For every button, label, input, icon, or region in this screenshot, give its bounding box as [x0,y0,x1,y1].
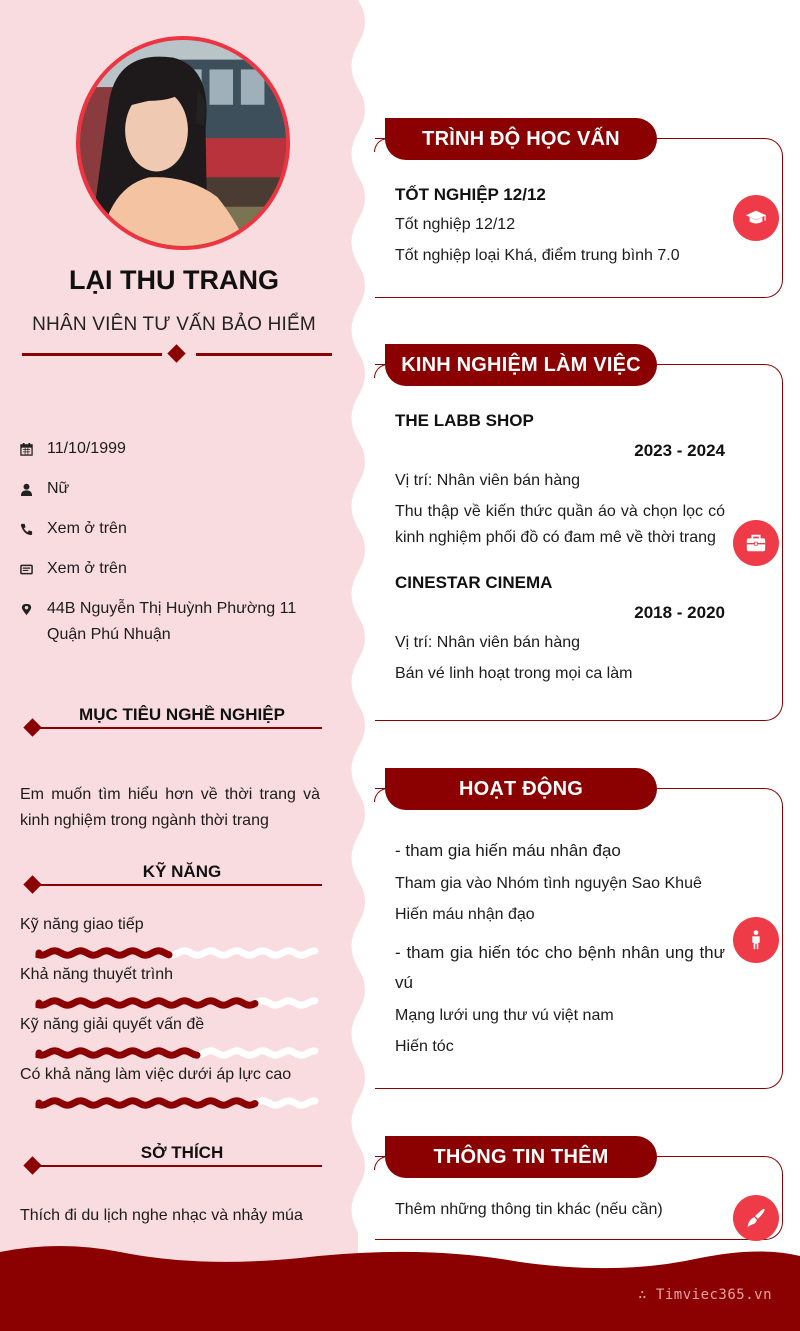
activity-heading: - tham gia hiến tóc cho bệnh nhân ung thư vú [395,943,725,992]
graduation-cap-icon [733,195,779,241]
skill-bar-fill [39,951,169,955]
activities-body [395,831,725,1060]
job-dates: 2018 - 2020 [634,603,725,622]
gender-text: Nữ [47,480,70,497]
skill-item [20,1064,320,1114]
address-text: 44B Nguyễn Thị Huỳnh Phường 11 Quận Phú Nhuận [47,600,297,643]
person-icon [733,917,779,963]
contact-email [20,556,320,582]
skill-bar-fill [39,1051,197,1055]
hobbies-title: SỞ THÍCH [140,1143,224,1162]
skills-list [20,914,320,1114]
job-description: Thu thập về kiến thức quần áo và chọn lọc có kinh nghiệm phối đồ có đam mê về thời trang [395,503,725,546]
job-position: Vị trí: Nhân viên bán hàng [395,472,581,489]
skill-level-bar [35,996,320,1010]
education-body [395,183,725,269]
education-section [375,127,783,298]
user-icon [20,476,47,502]
calendar-icon [20,436,47,462]
activity-detail: Hiến tóc [395,1038,454,1055]
contact-list [20,436,320,662]
activity-entry [395,836,725,928]
phone-icon [20,516,47,542]
additional-section [375,1145,783,1240]
contact-phone [20,516,320,542]
location-icon [20,596,47,622]
title-divider [22,346,332,362]
job-entry [395,409,725,551]
additional-body [395,1197,725,1223]
education-line: Tốt nghiệp 12/12 [395,216,516,233]
job-entry [395,571,725,687]
company-name: THE LABB SHOP [395,411,534,430]
education-line: Tốt nghiệp loại Khá, điểm trung bình 7.0 [395,247,680,264]
skill-name: Kỹ năng giải quyết vấn đề [20,1016,205,1033]
candidate-name: LẠI THU TRANG [69,265,279,295]
job-description: Bán vé linh hoạt trong mọi ca làm [395,665,633,682]
job-position: Vị trí: Nhân viên bán hàng [395,634,581,651]
skills-title: KỸ NĂNG [142,862,222,881]
sidebar [0,0,355,1260]
activities-title: HOẠT ĐỘNG [385,768,657,810]
skill-name: Khả năng thuyết trình [20,966,173,983]
hobbies-text: Thích đi du lịch nghe nhạc và nhảy múa [20,1207,303,1224]
divider-diamond [167,344,185,362]
hobbies-header [22,1143,322,1173]
header-diamond [23,1156,41,1174]
email-text: Xem ở trên [47,560,127,577]
skill-bar-fill [39,1001,255,1005]
job-title: NHÂN VIÊN TƯ VẤN BẢO HIỂM [32,314,316,335]
objective-title: MỤC TIÊU NGHỀ NGHIỆP [79,705,285,724]
skill-bar-fill [39,1101,255,1105]
activity-heading: - tham gia hiến máu nhân đạo [395,841,621,860]
avatar [76,36,290,250]
skill-level-bar [35,1096,320,1110]
job-dates: 2023 - 2024 [634,441,725,460]
skill-name: Kỹ năng giao tiếp [20,916,144,933]
skill-level-bar [35,1046,320,1060]
skill-level-bar [35,946,320,960]
paint-brush-icon [733,1195,779,1241]
experience-section [375,353,783,721]
additional-title: THÔNG TIN THÊM [385,1136,657,1178]
footer-brand[interactable]: ∴ Timviec365.vn [638,1287,772,1303]
objective-header [22,705,322,735]
skill-item [20,964,320,1014]
contact-gender [20,476,320,502]
additional-text: Thêm những thông tin khác (nếu cần) [395,1201,663,1218]
activity-org: Mạng lưới ung thư vú việt nam [395,1007,614,1024]
contact-birthdate [20,436,320,462]
phone-text: Xem ở trên [47,520,127,537]
experience-title: KINH NGHIỆM LÀM VIỆC [385,344,657,386]
skill-name: Có khả năng làm việc dưới áp lực cao [20,1066,292,1083]
skills-header [22,862,322,892]
profile-photo [80,40,286,246]
briefcase-icon [733,520,779,566]
contact-address [20,596,320,648]
header-diamond [23,718,41,736]
activities-section [375,777,783,1089]
experience-body [395,409,725,687]
skill-item [20,1014,320,1064]
activity-entry [395,938,725,1060]
skill-item [20,914,320,964]
school-name: TỐT NGHIỆP 12/12 [395,185,546,204]
company-name: CINESTAR CINEMA [395,573,553,592]
objective-text: Em muốn tìm hiểu hơn về thời trang và kinh nghiệm trong ngành thời trang [20,786,320,829]
activity-org: Tham gia vào Nhóm tình nguyện Sao Khuê [395,875,702,892]
education-title: TRÌNH ĐỘ HỌC VẤN [385,118,657,160]
birthdate-text: 11/10/1999 [47,440,126,457]
header-diamond [23,875,41,893]
email-icon [20,556,47,582]
activity-detail: Hiến máu nhận đạo [395,906,535,923]
